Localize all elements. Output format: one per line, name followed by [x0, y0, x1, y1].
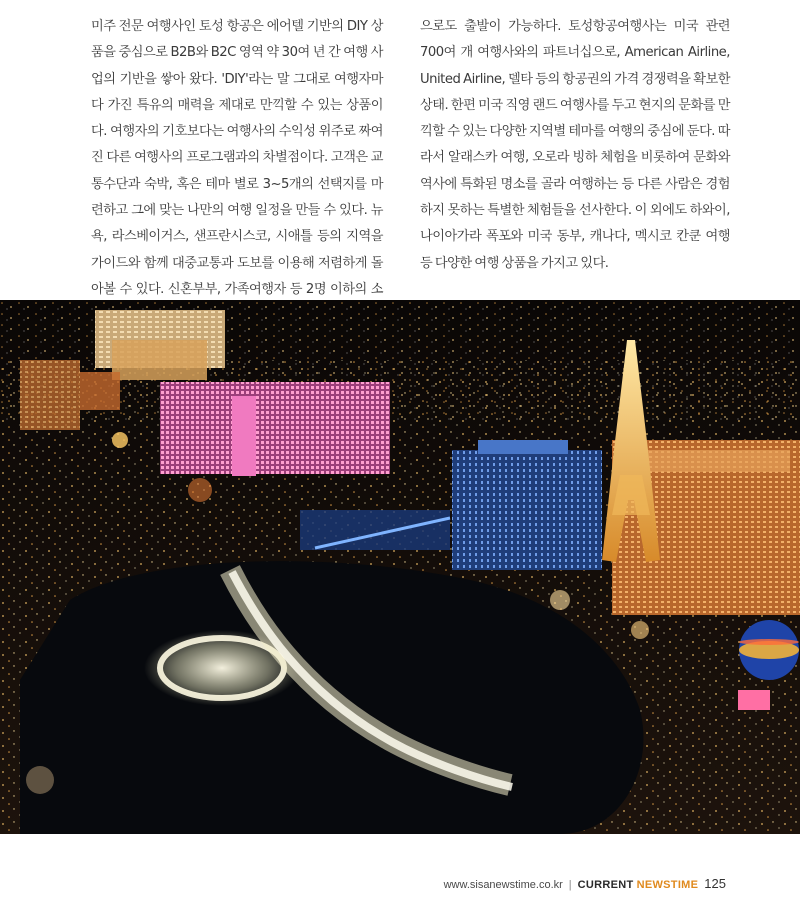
page-footer	[444, 876, 726, 891]
magazine-name-current: CURRENT	[577, 879, 634, 891]
las-vegas-night-photo	[0, 300, 800, 834]
page-number: 125	[704, 876, 726, 891]
article-left-column: 미주 전문 여행사인 토성 항공은 에어텔 기반의 DIY 상품을 중심으로 B2B와 B2C 영역 약 30여 년 간 여행 사업의 기반을 쌓아 왔다. 'DIY'라는 말 그대로 여행자마다 가진 특유의 매력을 제대로 만끽할 수 있는 상품이다. 여행자의 기호보다는 여행사의 수익성 위주로 짜여진 다른 여행사의 프로그램과의 차별점이다. 고객은 교통수단과 숙박, 혹은 테마 별로 3~5개의 선택지를 마련하고 그에 맞는 나만의 여행 일정을 만들 수 있다. 뉴욕, 라스베이거스, 샌프란시스코, 시애틀 등의 지역을 가이드와 함께 대중교통과 도보를 이용해 저렴하게 돌아볼 수 있다. 신혼부부, 가족여행자 등 2명 이하의 소	[91, 19, 383, 297]
website-url: www.sisanewstime.co.kr	[443, 879, 563, 891]
article-right-column: 으로도 출발이 가능하다. 토성항공여행사는 미국 관련 700여 개 여행사와의 파트너십으로, American Airline, United Airline, 델타 등의 항공권의 가격 경쟁력을 확보한 상태. 한편 미국 직영 랜드 여행사를 두고 현지의 문화를 만끽할 수 있는 다양한 지역별 테마를 여행의 중심에 둔다. 따라서 알래스카 여행, 오로라 빙하 체험을 비롯하여 문화와 역사에 특화된 명소를 골라 여행하는 등 다른 사람은 경험하지 못하는 특별한 체험들을 선사한다. 이 외에도 하와이, 나이아가라 폭포와 미국 동부, 캐나다, 멕시코 칸쿤 여행 등 다양한 여행 상품을 가지고 있다.	[420, 19, 730, 271]
magazine-name-newstime: NEWSTIME	[636, 879, 699, 891]
footer-separator: |	[568, 879, 572, 891]
